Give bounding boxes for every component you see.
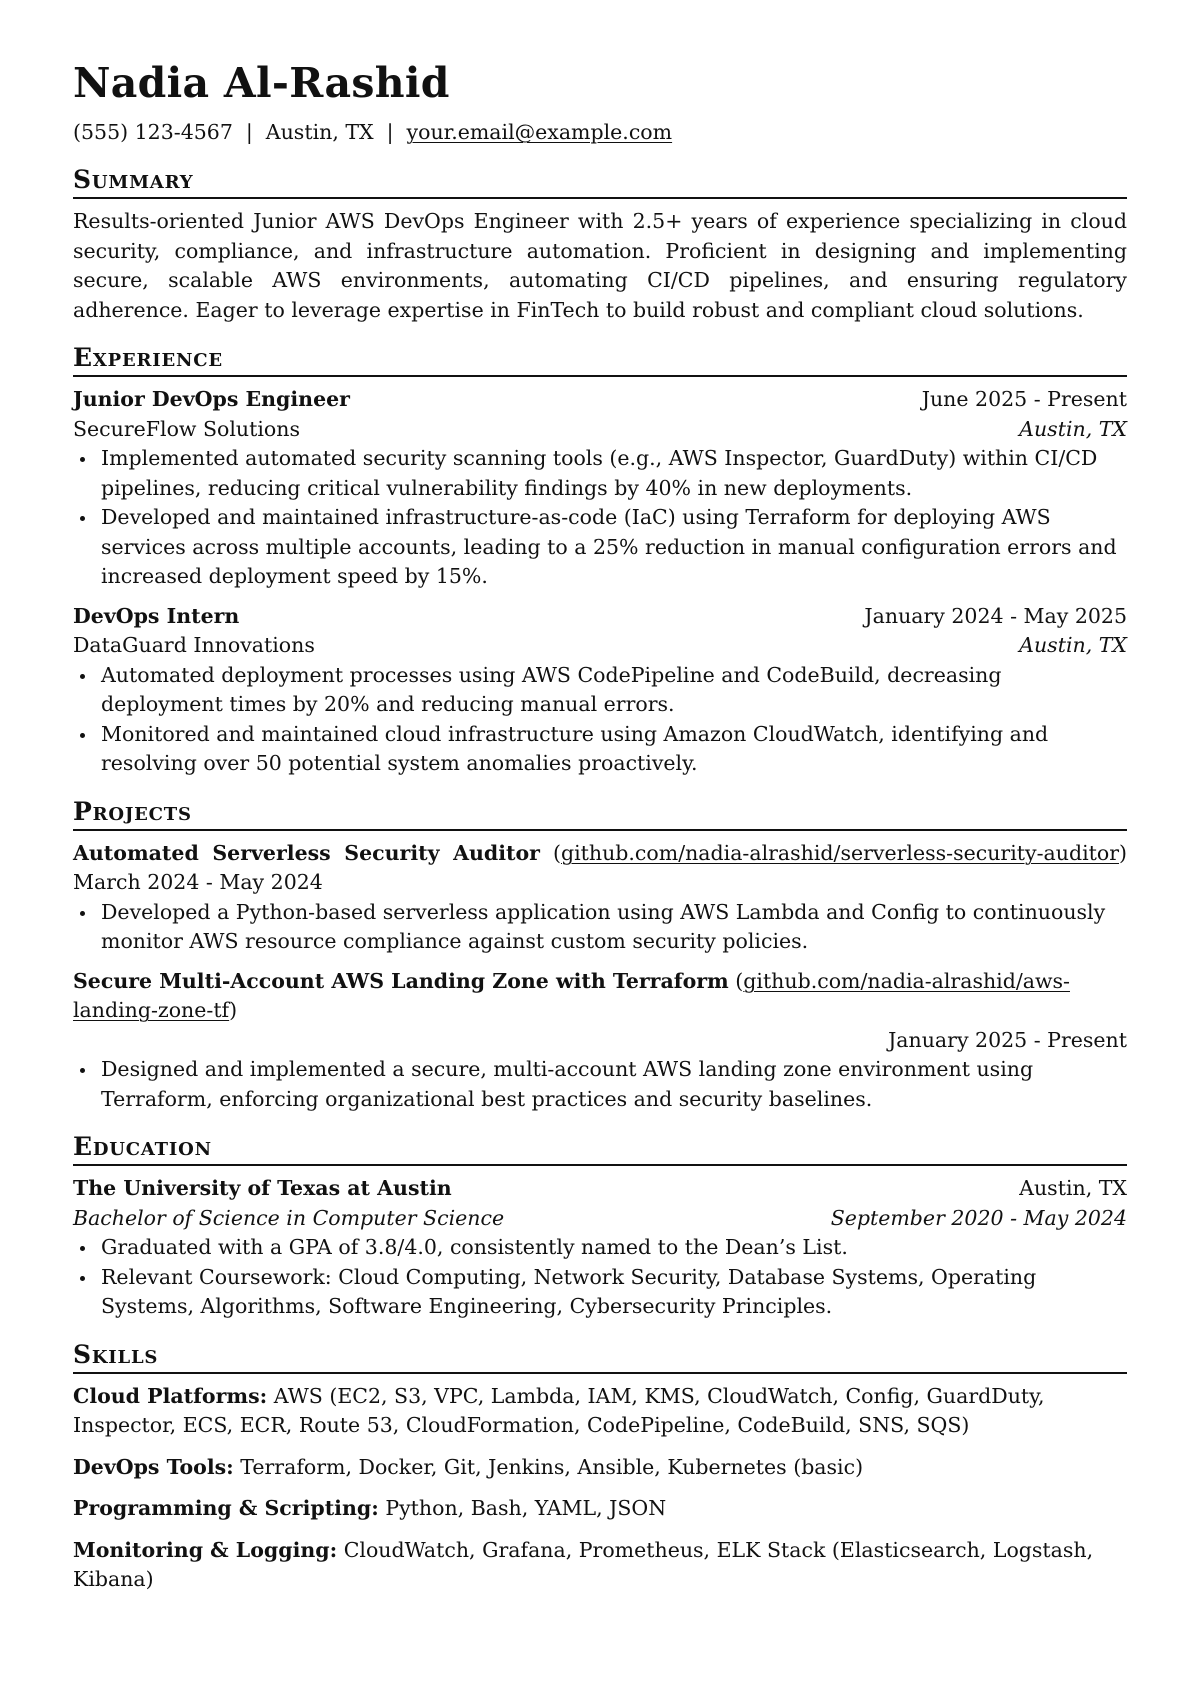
- bullet-item: Developed a Python-based serverless application using AWS Lambda and Config to continuously monitor AWS resource compliance against custom security policies.: [101, 898, 1127, 957]
- section-title-skills: Skills: [73, 1340, 1127, 1374]
- bullet-item: Relevant Coursework: Cloud Computing, Network Security, Database Systems, Operating Systems, Algorithms, Software Engineering, Cybersecurity Principles.: [101, 1263, 1127, 1322]
- skill-value: AWS (EC2, S3, VPC, Lambda, IAM, KMS, CloudWatch, Config, GuardDuty, Inspector, ECS, ECR, Route 53, CloudFormation, CodePipeline, CodeBuild, SNS, SQS): [73, 1383, 1045, 1437]
- location: Austin, TX: [265, 120, 374, 144]
- skill-label: DevOps Tools:: [73, 1454, 234, 1479]
- job-location: Austin, TX: [1019, 633, 1127, 657]
- project-entry: Automated Serverless Security Auditor (github.com/nadia-alrashid/serverless-security-auditor) March 2024 - May 2024 Developed a Python-based serverless application using AWS Lambda and Config to continuously monitor AWS resource compliance against custom security policies.: [73, 839, 1127, 957]
- job-dates: June 2025 - Present: [921, 387, 1127, 411]
- bullet-list: [73, 661, 1127, 779]
- project-name: Secure Multi-Account AWS Landing Zone with Terraform: [73, 968, 729, 993]
- job-dates: January 2024 - May 2025: [864, 603, 1127, 628]
- section-title-summary: Summary: [73, 165, 1127, 199]
- email-link[interactable]: your.email@example.com: [406, 120, 673, 144]
- education-dates: September 2020 - May 2024: [830, 1205, 1127, 1230]
- school-location: Austin, TX: [1019, 1176, 1127, 1200]
- projects-section: [73, 839, 1127, 1115]
- bullet-list: [73, 898, 1127, 957]
- bullet-item: Implemented automated security scanning tools (e.g., AWS Inspector, GuardDuty) within CI/CD pipelines, reducing critical vulnerability findings by 40% in new deployments.: [101, 444, 1127, 503]
- section-title-projects: Projects: [73, 797, 1127, 831]
- degree: Bachelor of Science in Computer Science: [73, 1205, 505, 1230]
- school-name: The University of Texas at Austin: [73, 1176, 452, 1200]
- experience-entry: [73, 385, 1127, 592]
- candidate-name: Nadia Al-Rashid: [73, 59, 450, 107]
- section-title-experience: Experience: [73, 343, 1127, 377]
- skill-value: Python, Bash, YAML, JSON: [385, 1496, 667, 1520]
- resume-page: [73, 58, 1127, 1595]
- skill-line: [73, 1382, 1127, 1441]
- skill-line: [73, 1494, 1127, 1524]
- bullet-item: Automated deployment processes using AWS CodePipeline and CodeBuild, decreasing deployment times by 20% and reducing manual errors.: [101, 661, 1127, 720]
- bullet-list: [73, 1055, 1127, 1114]
- project-dates: March 2024 - May 2024: [73, 870, 323, 894]
- project-dates: January 2025 - Present: [888, 1027, 1127, 1052]
- project-link[interactable]: github.com/nadia-alrashid/serverless-security-auditor: [560, 840, 1120, 865]
- bullet-list: [73, 444, 1127, 592]
- skill-line: [73, 1536, 1127, 1595]
- job-location: Austin, TX: [1019, 416, 1127, 441]
- education-section: [73, 1174, 1127, 1322]
- job-title: Junior DevOps Engineer: [73, 387, 350, 411]
- skill-label: Cloud Platforms:: [73, 1383, 268, 1408]
- skill-value: Terraform, Docker, Git, Jenkins, Ansible, Kubernetes (basic): [240, 1454, 864, 1479]
- project-link[interactable]: github.com/nadia-alrashid/aws-landing-zone-tf: [73, 968, 1070, 1022]
- job-title: DevOps Intern: [73, 603, 240, 628]
- experience-section: [73, 385, 1127, 779]
- skill-value: CloudWatch, Grafana, Prometheus, ELK Stack (Elasticsearch, Logstash, Kibana): [73, 1537, 1094, 1591]
- experience-entry: [73, 602, 1127, 779]
- project-entry: Secure Multi-Account AWS Landing Zone with Terraform (github.com/nadia-alrashid/aws-landing-zone-tf) January 2025 - Present Designed and implemented a secure, multi-account AWS landing zone environment using Terraform, enforcing organizational best practices and security baselines.: [73, 967, 1127, 1115]
- skills-section: [73, 1382, 1127, 1595]
- company-name: DataGuard Innovations: [73, 633, 315, 657]
- bullet-list: [73, 1233, 1127, 1322]
- summary-text: Results-oriented Junior AWS DevOps Engineer with 2.5+ years of experience specializing in cloud security, compliance, and infrastructure automation. Proficient in designing and implementing secure, scalable AWS environments, automating CI/CD pipelines, and ensuring regulatory adherence. Eager to leverage expertise in FinTech to build robust and compliant cloud solutions.: [73, 209, 1127, 322]
- section-title-education: Education: [73, 1132, 1127, 1166]
- skill-label: Programming & Scripting:: [73, 1496, 379, 1520]
- bullet-item: Graduated with a GPA of 3.8/4.0, consistently named to the Dean’s List.: [101, 1233, 1127, 1263]
- separator: |: [245, 120, 253, 144]
- project-name: Automated Serverless Security Auditor: [73, 840, 540, 865]
- company-name: SecureFlow Solutions: [73, 416, 300, 441]
- skill-line: [73, 1453, 1127, 1483]
- phone-number: (555) 123-4567: [73, 120, 233, 144]
- bullet-item: Monitored and maintained cloud infrastructure using Amazon CloudWatch, identifying and resolving over 50 potential system anomalies proactively.: [101, 720, 1127, 779]
- bullet-item: Developed and maintained infrastructure-as-code (IaC) using Terraform for deploying AWS services across multiple accounts, leading to a 25% reduction in manual configuration errors and increased deployment speed by 15%.: [101, 503, 1127, 592]
- skill-label: Monitoring & Logging:: [73, 1537, 338, 1562]
- separator: |: [386, 120, 394, 144]
- summary-section: [73, 207, 1127, 325]
- contact-line: [73, 118, 1127, 147]
- bullet-item: Designed and implemented a secure, multi-account AWS landing zone environment using Terraform, enforcing organizational best practices and security baselines.: [101, 1055, 1127, 1114]
